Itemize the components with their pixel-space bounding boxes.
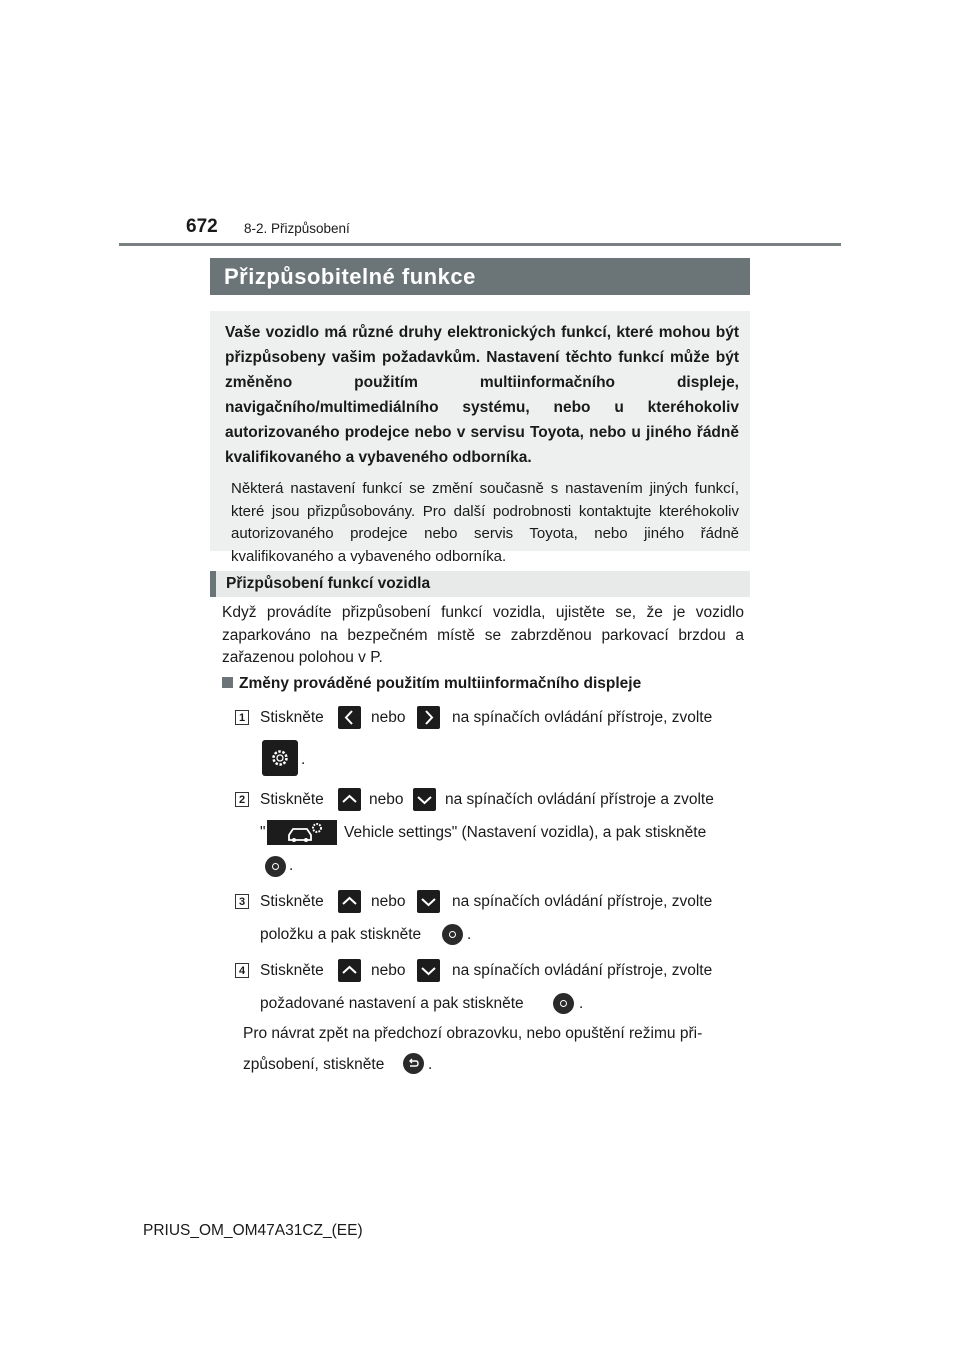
intro-bold-text: Vaše vozidlo má různé druhy elektronických funkcí, které mohou být přizpůsobeny vašim požadavkům. Nastavení těchto funkcí může být změněno použitím multiinformačního displeje, navigačního/multimediálního systému, nebo u kteréhokoliv autorizovaného prodejce nebo v servisu Toyota, nebo u jiného řádně kvalifikovaného a vybaveného odborníka. <box>225 324 739 466</box>
footer-doc-id: PRIUS_OM_OM47A31CZ_(EE) <box>143 1222 363 1239</box>
settings-gear-icon <box>262 740 298 776</box>
step-number-1: 1 <box>235 710 249 725</box>
bullet-heading-text: Změny prováděné použitím multiinformačního displeje <box>239 675 642 692</box>
step4-or: nebo <box>371 962 406 979</box>
step4-press: Stiskněte <box>260 962 324 979</box>
step1-press: Stiskněte <box>260 709 324 726</box>
back-button-icon <box>403 1053 424 1074</box>
chevron-up-icon <box>338 959 361 982</box>
body-paragraph: Když provádíte přizpůsobení funkcí vozidla, ujistěte se, že je vozidlo zaparkováno na bezpečném místě se zabrzděnou parkovací brzdou a zařazenou polohou v P. <box>222 604 744 666</box>
step3-or: nebo <box>371 893 406 910</box>
step3-press: Stiskněte <box>260 893 324 910</box>
return-note-line1: Pro návrat zpět na předchozí obrazovku, nebo opuštění režimu při- <box>243 1025 703 1042</box>
step2-rest: na spínačích ovládání přístroje a zvolte <box>445 791 714 808</box>
step3-line2: položku a pak stiskněte <box>260 926 422 943</box>
step1-end: . <box>301 751 306 768</box>
chevron-up-icon <box>338 890 361 913</box>
step-number-3: 3 <box>235 894 249 909</box>
chevron-left-icon <box>338 706 361 729</box>
step4-line2: požadované nastavení a pak stiskněte <box>260 995 524 1012</box>
section-title: Přizpůsobitelné funkce <box>210 258 750 295</box>
step4-rest: na spínačích ovládání přístroje, zvolte <box>452 962 713 979</box>
step3-rest: na spínačích ovládání přístroje, zvolte <box>452 893 713 910</box>
intro-note-text: Některá nastavení funkcí se změní současně s nastavením jiných funkcí, které jsou přizpůsobovány. Pro další podrobnosti kontaktujte kteréhokoliv autorizovaného prodejce nebo servis Toyota, nebo jiného řádně kvalifikovaného a vybaveného odborníka. <box>231 480 739 565</box>
ok-button-icon <box>553 993 574 1014</box>
step4-end: . <box>579 995 584 1012</box>
subsection-title: Přizpůsobení funkcí vozidla <box>210 571 750 597</box>
bullet-square-icon <box>222 677 233 688</box>
chevron-up-icon <box>338 788 361 811</box>
step2-quote: " <box>260 824 266 841</box>
intro-box <box>210 311 750 565</box>
step2-end: . <box>289 857 294 874</box>
chevron-down-icon <box>417 959 440 982</box>
bullet-heading <box>222 673 641 695</box>
page-number: 672 <box>186 216 218 237</box>
chevron-down-icon <box>417 890 440 913</box>
header-rule <box>119 243 841 246</box>
ok-button-icon <box>442 924 463 945</box>
return-note-end: . <box>428 1056 433 1073</box>
step1-or: nebo <box>371 709 406 726</box>
step2-press: Stiskněte <box>260 791 324 808</box>
step3-end: . <box>467 926 472 943</box>
step2-or: nebo <box>369 791 404 808</box>
running-head: 8-2. Přizpůsobení <box>244 221 350 236</box>
chevron-down-icon <box>413 788 436 811</box>
chevron-right-icon <box>417 706 440 729</box>
return-note-line2: způsobení, stiskněte <box>243 1056 385 1073</box>
step-number-2: 2 <box>235 792 249 807</box>
step-number-4: 4 <box>235 963 249 978</box>
ok-button-icon <box>265 856 286 877</box>
vehicle-settings-icon <box>267 820 337 845</box>
step1-rest: na spínačích ovládání přístroje, zvolte <box>452 709 713 726</box>
step2-setting: Vehicle settings" (Nastavení vozidla), a pak stiskněte <box>344 824 707 841</box>
